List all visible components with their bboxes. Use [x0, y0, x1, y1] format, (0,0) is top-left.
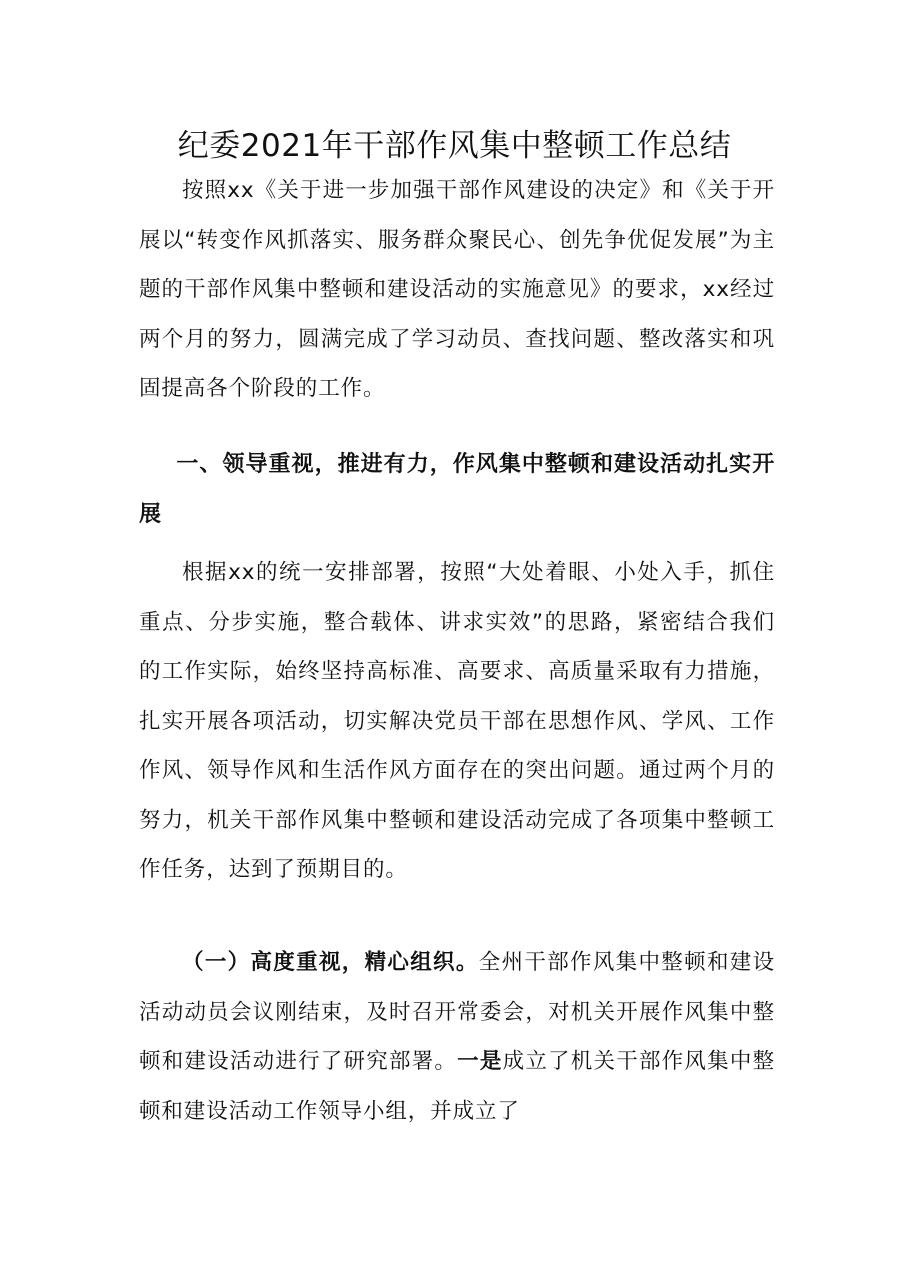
paragraph-subsection-1 [139, 938, 775, 1136]
subsection-lead: （一）高度重视，精心组织。 [182, 950, 479, 975]
document-title: 纪委2021年干部作风集中整顿工作总结 [177, 128, 732, 164]
subsection-emphasis: 一是 [457, 1049, 503, 1074]
paragraph-intro: 按照xx《关于进一步加强干部作风建设的决定》和《关于开展以“转变作风抓落实、服务群众聚民心、创先争优促发展”为主题的干部作风集中整顿和建设活动的实施意见》的要求，xx经过两个月的努力，圆满完成了学习动员、查找问题、整改落实和巩固提高各个阶段的工作。 [139, 178, 775, 401]
subsection-text-a: 全州干部作风集中整顿和建设活动动员会议刚结束，及时召开常委会，对机关开展作风集中整顿和建设活动进行了研究部署。 [139, 950, 776, 1074]
paragraph-section-1: 根据xx的统一安排部署，按照“大处着眼、小处入手，抓住重点、分步实施，整合载体、讲求实效”的思路，紧密结合我们的工作实际，始终坚持高标准、高要求、高质量采取有力措施，扎实开展各项活动，切实解决党员干部在思想作风、学风、工作作风、领导作风和生活作风方面存在的突出问题。通过两个月的努力，机关干部作风集中整顿和建设活动完成了各项集中整顿工作任务，达到了预期目的。 [139, 560, 775, 882]
subsection-text-b: 成立了机关干部作风集中整顿和建设活动工作领导小组，并成立了 [139, 1049, 775, 1124]
section-heading-1: 一、领导重视，推进有力，作风集中整顿和建设活动扎实开展 [139, 452, 775, 527]
